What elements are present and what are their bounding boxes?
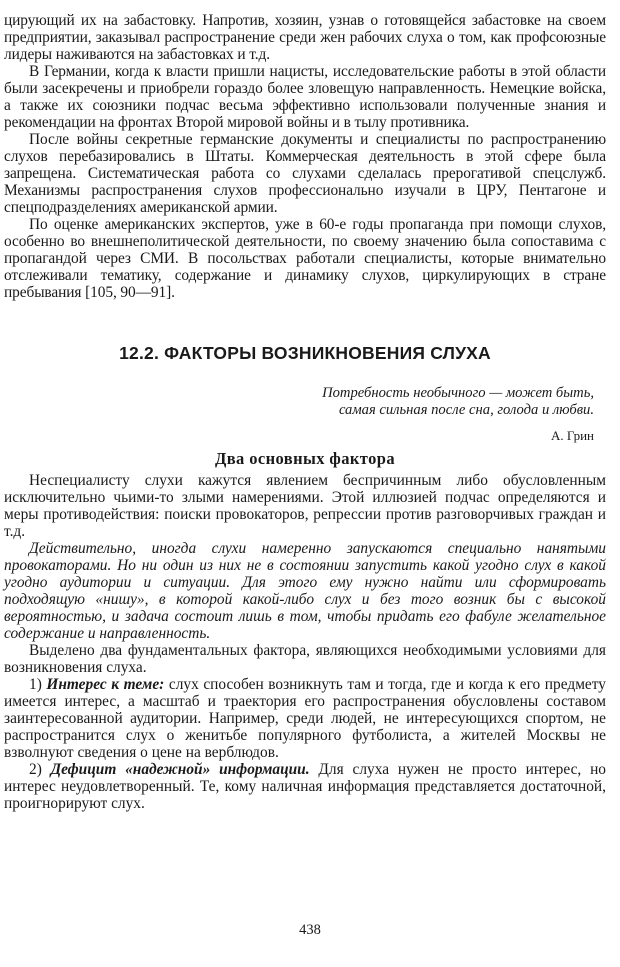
paragraph-american-experts: По оценке американских экспертов, уже в 60-е годы пропаганда при помощи слухов, особенно во внешнеполитической деятельности, по своему значению была сопоставима с пропагандой через СМИ. В посольствах работали специалисты, которые внимательно отслеживали тематику, содержание и динамику слухов, циркулирующих в стране пребывания [105, 90—91]. bbox=[4, 216, 606, 301]
paragraph-two-factors: Выделено два фундаментальных фактора, являющихся необходимыми условиями для возникновения слуха. bbox=[4, 642, 606, 676]
list-item-term: Дефицит «надежной» информации. bbox=[50, 761, 310, 778]
page-number: 438 bbox=[299, 922, 321, 938]
list-item-term: Интерес к теме: bbox=[46, 676, 165, 693]
list-item-text: слух способен возникнуть там и тогда, где и когда к его предмету имеется интерес, а масштаб и траектория его распространения обусловлены составом заинтересованной аудитории. Например, среди людей, не интересующихся спортом, не распространится слух о женитьбе популярного футболиста, а жителей Москвы не взволнуют сведения о цене на верблюдов. bbox=[4, 676, 606, 761]
list-item-number: 2) bbox=[29, 761, 42, 778]
list-item-text: Для слуха нужен не просто интерес, но интерес неудовлетворенный. Те, кому наличная информация представляется достаточной, проигнорируют слух. bbox=[4, 761, 607, 812]
paragraph-illusion: Неспециалисту слухи кажутся явлением беспричинным либо обусловленным исключительно чьими-то злыми намерениями. Этой иллюзией подчас определяются и меры противодействия: поиски провокаторов, репрессии против разговорчивых граждан и т.д. bbox=[4, 472, 606, 540]
section-heading: 12.2. ФАКТОРЫ ВОЗНИКНОВЕНИЯ СЛУХА bbox=[119, 343, 491, 363]
subheading: Два основных фактора bbox=[215, 449, 395, 468]
paragraph-strike-rumor: цирующий их на забастовку. Напротив, хозяин, узнав о готовящейся забастовке на своем предприятии, заказывал распространение среди жен рабочих слуха о том, как профсоюзные лидеры наживаются на забастовках и т.д. bbox=[4, 12, 606, 63]
epigraph-line: Потребность необычного — может быть, bbox=[322, 385, 594, 401]
paragraph-germany: В Германии, когда к власти пришли нацисты, исследовательские работы в этой области были засекречены и приобрели гораздо более зловещую направленность. Немецкие войска, а также их союзники подчас весьма эффективно использовали полученные знания и рекомендации на фронтах Второй мировой войны и в тылу противника. bbox=[4, 63, 606, 131]
list-item-interest bbox=[4, 676, 606, 761]
epigraph-author: А. Грин bbox=[551, 428, 594, 443]
paragraph-postwar: После войны секретные германские документы и специалисты по распространению слухов перебазировались в Штаты. Коммерческая деятельность в этой сфере была запрещена. Систематическая работа со слухами сделалась прерогативой спецслужб. Механизмы распространения слухов профессионально изучали в ЦРУ, Пентагоне и спецподразделениях американской армии. bbox=[4, 131, 606, 216]
paragraph-provocateurs: Действительно, иногда слухи намеренно запускаются специально нанятыми провокаторами. Но ни один из них не в состоянии запустить какой угодно слух в какой угодно аудитории и ситуации. Для этого ему нужно найти или сформировать подходящую «нишу», в которой какой-либо слух и без того возник бы с высокой вероятностью, и задача состоит лишь в том, чтобы придать его фабуле желательное содержание и направленность. bbox=[4, 540, 606, 642]
list-item-deficit bbox=[4, 761, 606, 812]
epigraph bbox=[4, 385, 606, 419]
list-item-number: 1) bbox=[29, 676, 42, 693]
epigraph-line: самая сильная после сна, голода и любви. bbox=[338, 402, 594, 418]
